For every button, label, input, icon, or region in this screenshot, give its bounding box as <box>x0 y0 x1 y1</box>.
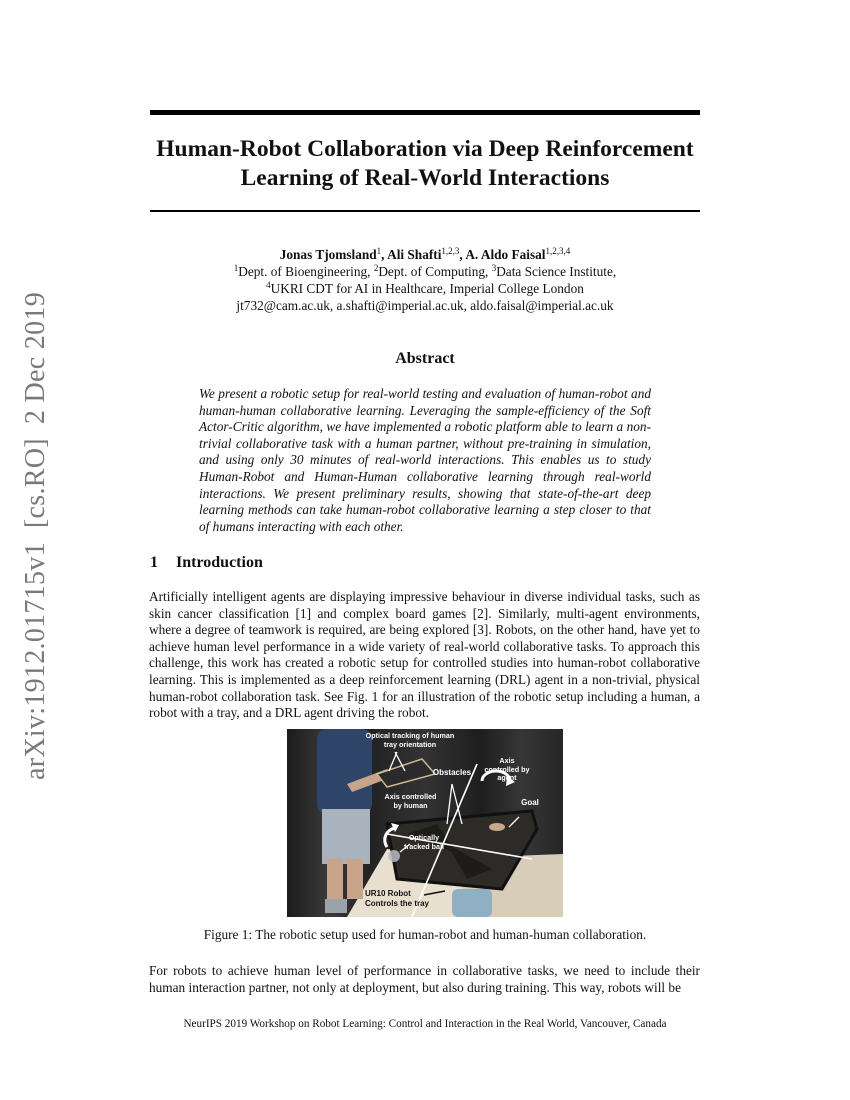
section-heading-introduction <box>150 554 263 572</box>
author-names: Jonas Tjomsland$^1$, Ali Shafti$^{1,2,3}$, A. Aldo Faisal$^{1,2,3,4}$ <box>279 246 571 262</box>
affiliation: Dept. of Computing, <box>378 264 492 279</box>
abstract-heading: Abstract <box>395 350 455 367</box>
author-name: Ali Shafti <box>387 247 442 262</box>
affiliation: Data Science Institute, <box>496 264 617 279</box>
label-robot-line-2: Controls the tray <box>365 899 430 908</box>
arxiv-stamp <box>20 278 52 780</box>
affiliation: UKRI CDT for AI in Healthcare, Imperial College London <box>270 281 584 296</box>
label-ur10-robot <box>365 889 445 909</box>
section-number: 1 <box>150 554 158 571</box>
author-name: Jonas Tjomsland <box>279 247 377 262</box>
author-name: A. Aldo Faisal <box>465 247 546 262</box>
intro-paragraph-1: Artificially intelligent agents are displaying impressive behaviour in diverse individual tasks, such as skin cancer classification [1] and complex board games [2]. Similarly, multi-agent environments, where a degree of teamwork is required, are being explored [3]. Robots, on the other hand, have yet to achieve human level performance in a wide variety of real-world collaborative tasks. To approach this challenge, this work has created a robotic setup for controlled studies into human-robot collaborative learning. This is implemented as a deep reinforcement learning (DRL) agent in a non-trivial, physical human-robot collaboration task. See Fig. 1 for an illustration of the robotic setup including a human, a robot with a tray, and a DRL agent driving the robot. <box>149 589 700 721</box>
intro-paragraph-2: For robots to achieve human level of performance in collaborative tasks, we need to include their human interaction partner, not only at deployment, but also during training. This way, robots will be <box>149 963 700 995</box>
title-line-1: Human-Robot Collaboration via Deep Reinforcement <box>156 136 694 162</box>
abstract-text: We present a robotic setup for real-world testing and evaluation of human-robot and human-human collaborative learning. Leveraging the sample-efficiency of the Soft Actor-Critic algorithm, we have implemented a robotic platform able to learn a non-trivial collaborative task with a human partner, without pre-training in simulation, and using only 30 minutes of real-world interactions. This enables us to study Human-Robot and Human-Human collaborative learning through real-world interactions. We present preliminary results, showing that state-of-the-art deep learning methods can take human-robot collaborative learning a step closer to that of humans interacting with each other. <box>199 386 651 534</box>
label-axis-agent: Axis controlled by agent <box>484 756 530 782</box>
author-block <box>150 246 700 314</box>
figure-1-photo <box>287 729 563 917</box>
title-bottom-rule <box>150 210 700 212</box>
paper-title <box>150 135 700 193</box>
author-affil-mark: 1,2,3 <box>441 246 460 256</box>
arxiv-category: [cs.RO] <box>20 438 51 529</box>
venue-footer: NeurIPS 2019 Workshop on Robot Learning: Control and Interaction in the Real World, Vancouver, Canada <box>183 1018 667 1030</box>
label-axis-human: Axis controlled by human <box>384 792 437 810</box>
arxiv-date: 2 Dec 2019 <box>20 292 51 425</box>
affiliations-line-1: $^1$Dept. of Bioengineering, $^2$Dept. of Computing, $^3$Data Science Institute, <box>233 263 617 279</box>
label-goal: Goal <box>521 798 539 807</box>
label-obstacles: Obstacles <box>432 768 472 777</box>
section-title: Introduction <box>176 554 263 571</box>
title-line-2: Learning of Real-World Interactions <box>240 165 610 191</box>
label-robot-line-1: UR10 Robot <box>365 889 411 898</box>
affiliation: Dept. of Bioengineering, <box>238 264 374 279</box>
arxiv-id: arXiv:1912.01715v1 <box>20 542 51 780</box>
author-affil-mark: 1,2,3,4 <box>545 246 571 256</box>
title-top-rule <box>150 110 700 115</box>
author-affil-mark: 1 <box>376 246 382 256</box>
figure-1-caption: Figure 1: The robotic setup used for human-robot and human-human collaboration. <box>203 927 647 942</box>
affiliations-line-2: $^4$UKRI CDT for AI in Healthcare, Imperial College London <box>266 280 584 296</box>
label-optical-tracking: Optical tracking of human tray orientation <box>365 731 455 749</box>
label-tracked-ball: Optically tracked ball <box>404 833 444 851</box>
author-emails[interactable]: jt732@cam.ac.uk, a.shafti@imperial.ac.uk, aldo.faisal@imperial.ac.uk <box>236 298 614 313</box>
